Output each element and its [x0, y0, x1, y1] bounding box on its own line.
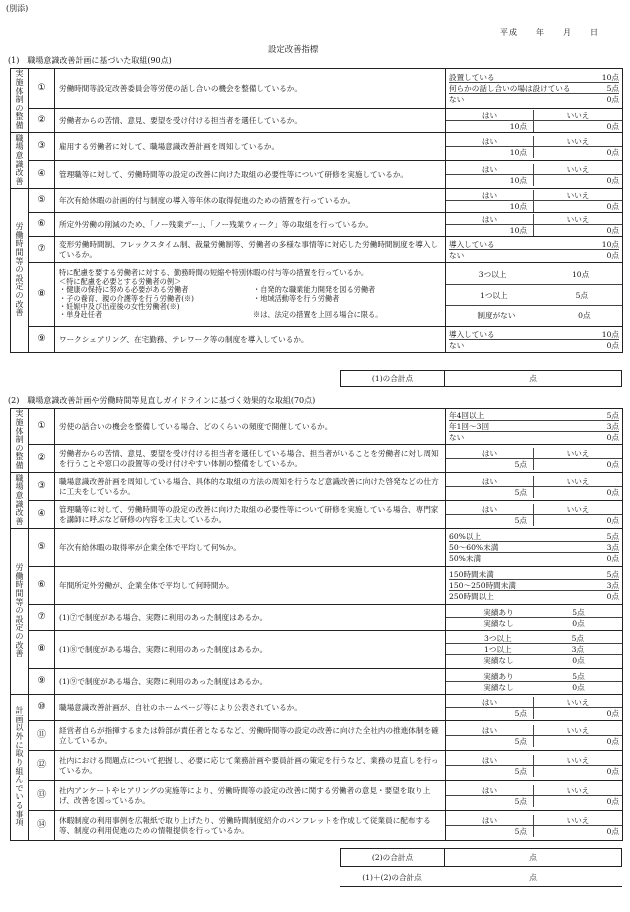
grand-total	[340, 870, 622, 887]
grand-total-value: 点	[444, 870, 622, 886]
s2-total-label: (2)の合計点	[341, 849, 445, 867]
s2-options-6: 150時間未満 5点 150〜250時間未満 3点 250時間以上 0点	[446, 567, 623, 605]
category-working-hours: 労働時間等の設定の改善	[11, 529, 29, 695]
category-awareness: 職場意識改善	[11, 473, 29, 529]
item-number: ⑭	[29, 811, 55, 841]
s2-total-value: 点	[445, 849, 622, 867]
item-number: ⑪	[29, 721, 55, 751]
item-number: ⑨	[29, 669, 55, 695]
s2-question-5: 年次有給休暇の取得率が企業全体で平均して何%か。	[55, 529, 446, 567]
s2-yesno-2: はい いいえ 5点 0点	[446, 445, 623, 473]
item-number: ⑥	[29, 213, 55, 237]
s1-yesno-5: はい いいえ 10点 0点	[446, 189, 623, 213]
item-number: ⑬	[29, 781, 55, 811]
item-number: ⑤	[29, 529, 55, 567]
s2-yesno-11: はい いいえ 5点 0点	[446, 721, 623, 751]
item-number: ②	[29, 109, 55, 133]
s2-question-4: 管理職等に対して、労働時間等の設定の改善に向けた取組の必要性等について研修を実施している場合、専門家を講師に呼ぶなど研修の内容を工夫しているか。	[55, 501, 446, 529]
s2-question-13: 社内アンケートやヒアリングの実施等により、労働時間等の設定の改善に関する労働者の意見・要望を取り上げ、改善を図っているか。	[55, 781, 446, 811]
s2-question-8: (1)⑧で制度がある場合、実際に利用のあった制度はあるか。	[55, 631, 446, 669]
attachment-label: (別添)	[6, 4, 29, 13]
s1-total-value: 点	[445, 371, 622, 387]
s2-question-14: 休暇制度の利用事例を広報紙で取り上げたり、労働時間制度紹介のパンフレットを作成して従業員に配布する等、制度の利用促進のための情報提供を行っているか。	[55, 811, 446, 841]
s2-options-8: 3つ以上 5点 1つ以上 3点 実績なし 0点	[446, 631, 623, 669]
s2-question-1: 労使の話合いの機会を整備している場合、どのくらいの頻度で開催しているか。	[55, 409, 446, 445]
s1-options-7: 導入している 10点 ない 0点	[446, 237, 623, 263]
category-implementation: 実施体制の整備	[11, 409, 29, 473]
s2-options-5: 60%以上 5点 50〜60%未満 3点 50%未満 0点	[446, 529, 623, 567]
s1-question-5: 年次有給休暇の計画的付与制度の導入等年休の取得促進のための措置を行っているか。	[55, 189, 446, 213]
category-other-initiatives: 計画以外に取り組んでいる事項	[11, 695, 29, 841]
s1-question-8: 特に配慮を要する労働者に対する、勤務時間の短縮や特別休暇の付与等の措置を行っているか。 ＜特に配慮を必要とする労働者の例＞ ・健康の保持に努める必要がある労働者 ・自発的な職業能力開発を図る労働者 ・子の養育、親の介護等を行う労働者(※) ・地域活動等を行う労働者 ・妊娠中及び出産後の女性労働者(※) ・単身赴任者 ※は、法定の措置を上回る場合に限る。	[55, 263, 446, 327]
s2-question-2: 労働者からの苦情、意見、要望を受け付ける担当者を選任している場合、担当者がいることを労働者に対し周知を行うことや窓口の設置等の受け付けやすい体制の整備をしているか。	[55, 445, 446, 473]
item-number: ③	[29, 133, 55, 161]
s1-question-2: 労働者からの苦情、意見、要望を受け付ける担当者を選任しているか。	[55, 109, 446, 133]
s2-question-9: (1)⑨で制度がある場合、実際に利用のあった制度はあるか。	[55, 669, 446, 695]
s2-question-3: 職場意識改善計画を周知している場合、具体的な取組の方法の周知を行うなど意識改善に向けた啓発などの仕方に工夫をしているか。	[55, 473, 446, 501]
item-number: ①	[29, 69, 55, 109]
section1-table	[10, 68, 623, 353]
section2-table	[10, 408, 623, 841]
s1-options-8: 3つ以上 10点 1つ以上 5点 制度がない 0点	[446, 263, 623, 327]
item-number: ⑦	[29, 237, 55, 263]
s1-yesno-3: はい いいえ 10点 0点	[446, 133, 623, 161]
item-number: ④	[29, 161, 55, 189]
s1-total-label: (1)の合計点	[341, 371, 445, 387]
item-number: ②	[29, 445, 55, 473]
s2-question-11: 経営者自らが指揮するまたは幹部が責任者となるなど、労働時間等の設定の改善に向けた全社内の推進体制を確立しているか。	[55, 721, 446, 751]
s2-yesno-12: はい いいえ 5点 0点	[446, 751, 623, 781]
s2-question-10: 職場意識改善計画が、自社のホームページ等により公表されているか。	[55, 695, 446, 721]
document-title: 設定改善指標	[268, 44, 319, 54]
item-number: ①	[29, 409, 55, 445]
s1-question-3: 雇用する労働者に対して、職場意識改善計画を周知しているか。	[55, 133, 446, 161]
s2-yesno-14: はい いいえ 5点 0点	[446, 811, 623, 841]
s1-question-9: ワークシェアリング、在宅勤務、テレワーク等の制度を導入しているか。	[55, 327, 446, 353]
s1-options-1: 設置している 10点 何らかの話し合いの場は設けている 5点 ない 0点	[446, 69, 623, 109]
item-number: ⑫	[29, 751, 55, 781]
s2-options-9: 実績あり 5点 実績なし 0点	[446, 669, 623, 695]
item-number: ④	[29, 501, 55, 529]
category-awareness: 職場意識改善	[11, 133, 29, 189]
s2-yesno-13: はい いいえ 5点 0点	[446, 781, 623, 811]
s1-yesno-4: はい いいえ 10点 0点	[446, 161, 623, 189]
s2-question-7: (1)⑦で制度がある場合、実際に利用のあった制度はあるか。	[55, 605, 446, 631]
item-number: ③	[29, 473, 55, 501]
grand-total-label: (1)＋(2)の合計点	[340, 870, 444, 886]
s1-yesno-6: はい いいえ 10点 0点	[446, 213, 623, 237]
section1-total	[340, 370, 622, 387]
section1-heading: (1) 職場意識改善計画に基づいた取組(90点)	[8, 56, 172, 65]
category-working-hours: 労働時間等の設定の改善	[11, 189, 29, 353]
s1-question-7: 変形労働時間制、フレックスタイム制、裁量労働制等、労働者の多様な事情等に対応した労働時間制度を導入しているか。	[55, 237, 446, 263]
item-number: ⑧	[29, 263, 55, 327]
item-number: ⑩	[29, 695, 55, 721]
item-number: ⑦	[29, 605, 55, 631]
item-number: ⑤	[29, 189, 55, 213]
s2-question-6: 年間所定外労働が、企業全体で平均して何時間か。	[55, 567, 446, 605]
section2-total	[340, 848, 622, 867]
s2-yesno-10: はい いいえ 5点 0点	[446, 695, 623, 721]
s2-question-12: 社内における問題点について把握し、必要に応じて業務計画や要員計画の策定を行うなど、業務の見直しを行っているか。	[55, 751, 446, 781]
category-implementation: 実施体制の整備	[11, 69, 29, 133]
s2-yesno-3: はい いいえ 5点 0点	[446, 473, 623, 501]
s1-options-9: 導入している 10点 ない 0点	[446, 327, 623, 353]
s1-question-6: 所定外労働の削減のため、「ノー残業デー」、「ノー残業ウィーク」等の取組を行っているか。	[55, 213, 446, 237]
s2-yesno-4: はい いいえ 5点 0点	[446, 501, 623, 529]
s2-options-1: 年4回以上 5点 年1回〜3回 3点 ない 0点	[446, 409, 623, 445]
s2-options-7: 実績あり 5点 実績なし 0点	[446, 605, 623, 631]
item-number: ⑧	[29, 631, 55, 669]
item-number: ⑥	[29, 567, 55, 605]
s1-question-1: 労働時間等設定改善委員会等労使の話し合いの機会を整備しているか。	[55, 69, 446, 109]
s1-yesno-2: はい いいえ 10点 0点	[446, 109, 623, 133]
s1-question-4: 管理職等に対して、労働時間等の設定の改善に向けた取組の必要性等について研修を実施しているか。	[55, 161, 446, 189]
section2-heading: (2) 職場意識改善計画や労働時間等見直しガイドラインに基づく効果的な取組(70点)	[8, 396, 316, 405]
item-number: ⑨	[29, 327, 55, 353]
date-line: 平成 年 月 日	[500, 28, 599, 37]
